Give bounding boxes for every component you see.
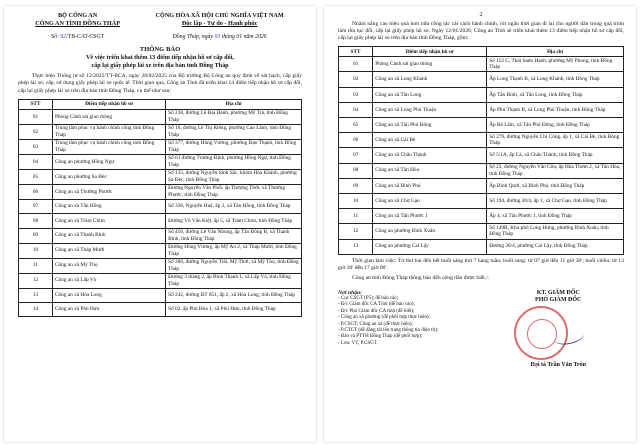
row-stt: 09 (339, 178, 373, 193)
row-location: Công an xã Phú Hựu (52, 302, 165, 316)
row-address: Số 10, đường Lê Thị Riêng, phường Cao Lãnh, tỉnh Đồng Tháp (166, 124, 302, 139)
document-page-2 (324, 6, 636, 442)
row-stt: 12 (19, 273, 53, 288)
table-row (339, 87, 624, 102)
table-row (339, 102, 624, 117)
col-header-location: Điểm tiếp nhận hồ sơ (52, 99, 165, 109)
signer-name: Đại tá Trần Văn Tròn (530, 362, 586, 368)
subject-line-1: Về việc triển khai thêm 13 điểm tiếp nhận hồ sơ cấp đổi, (86, 54, 234, 61)
row-stt: 03 (19, 139, 53, 154)
row-address: Số 02, ấp Phú Hòa 1, xã Phú Hựu, tỉnh Đồng Tháp (166, 302, 302, 316)
subject-line-2: cấp lại giấy phép lái xe trên địa bàn tỉnh Đồng Tháp (91, 61, 229, 69)
row-address: Số 279, đường Nguyễn Chí Công, ấp 1, xã Cái Bè, tỉnh Đồng Tháp (487, 133, 624, 148)
row-address: Đường 30/4, phường Cai Lậy, tỉnh Đồng Tháp (487, 239, 624, 254)
table-row (339, 57, 624, 72)
docno-suffix: /TB-CAT-CSGT (66, 34, 105, 40)
row-location: Công an xã Lấp Vò (52, 273, 165, 288)
document-number (18, 34, 137, 40)
row-stt: 04 (339, 102, 373, 117)
row-address: Số 194, đường 30/4, ấp 1, xã Chợ Gạo, tỉnh Đồng Tháp (487, 193, 624, 208)
row-address: Đường Hùng Vương, ấp Mỹ An 2, xã Tháp Mười, tỉnh Đồng Tháp (166, 243, 302, 258)
document-footer (338, 290, 624, 370)
row-location: Phòng Cảnh sát giao thông (52, 109, 165, 124)
recipient-item: - Đ/c Phó Giám đốc CA tỉnh (để biết); (338, 308, 415, 314)
table-row (19, 288, 302, 302)
row-location: Công an phường Cai Lậy (373, 239, 487, 254)
row-address: Ấp Long Thạnh B, xã Long Khánh, tỉnh Đồng Tháp (487, 72, 624, 87)
row-address: Đường Võ Văn Kiệt, ấp 5, xã Tràm Chim, tỉnh Đồng Tháp (166, 214, 302, 228)
row-stt: 08 (339, 163, 373, 178)
row-location: Công an xã Tân Long (373, 87, 487, 102)
row-location: Công an xã Hòa Long (52, 288, 165, 302)
row-address: Số 135, đường Nguyễn Sinh Sắc, khóm Hòa Khánh, phường Sa Đéc, tỉnh Đồng Tháp (166, 169, 302, 184)
row-stt: 02 (339, 72, 373, 87)
col-header-location: Điểm tiếp nhận hồ sơ (373, 47, 487, 57)
row-address: Ấp Tân Bình, xã Tân Long, tỉnh Đồng Tháp (487, 87, 624, 102)
table-row (339, 193, 624, 208)
table-row (339, 148, 624, 163)
table-row (19, 273, 302, 288)
recipient-item: - P.CSGT; Công an xã (để thực hiện); (338, 321, 413, 327)
table-row (339, 209, 624, 224)
row-location: Công an xã Tràm Chim (52, 214, 165, 228)
row-location: Trung tâm phục vụ hành chính công tỉnh Đồng Tháp (52, 124, 165, 139)
table-row (19, 228, 302, 243)
intro-paragraph-2: Nhằm nâng cao hiệu quả hơn nữa công tác cải cách hành chính, rút ngắn thời gian đi lại cho người dân trong quá trình làm thủ tục đổi, cấp lại giấy phép lái xe. Ngày 12/01/2026, Công an Tỉnh sẽ triển khai thêm 13 điểm tiếp nhận hồ sơ cấp đổi, cấp lại giấy phép lái xe trên địa bàn tỉnh Đồng Tháp, gồm: (338, 21, 624, 42)
row-location: Công an xã Bình Phú (373, 178, 487, 193)
row-stt: 04 (19, 154, 53, 169)
row-stt: 10 (19, 243, 53, 258)
row-address: Số 149B, Khu phố Long Hưng, phường Bình Xuân, tỉnh Đồng Tháp (487, 224, 624, 239)
existing-locations-table (18, 99, 302, 318)
row-stt: 06 (339, 133, 373, 148)
row-location: Công an phường Bình Xuân (373, 224, 487, 239)
place-suffix: tháng 01 năm 2026 (221, 34, 267, 40)
row-address: Số 238, đường Lê Đại Hành, phường Mỹ Trà, tỉnh Đồng Tháp (166, 109, 302, 124)
table-row (19, 124, 302, 139)
row-location: Công an xã Long Phú Thuận (373, 102, 487, 117)
agency-top: BỘ CÔNG AN (58, 12, 98, 19)
row-location: Công an xã Tân Hòa (373, 163, 487, 178)
row-location: Công an xã Thường Phước (52, 184, 165, 199)
table-row (19, 243, 302, 258)
table-header-row (339, 47, 624, 57)
row-stt: 13 (19, 288, 53, 302)
row-stt: 03 (339, 87, 373, 102)
place-day: 03 (214, 34, 221, 40)
row-location: Công an xã Thanh Bình (52, 228, 165, 243)
table-row (19, 169, 302, 184)
place-date (137, 34, 302, 40)
row-stt: 09 (19, 228, 53, 243)
row-location: Công an xã Tháp Mười (52, 243, 165, 258)
table-row (339, 163, 624, 178)
row-location: Công an xã Mỹ Thọ (52, 258, 165, 273)
docno-prefix: Số: (51, 34, 59, 40)
row-stt: 13 (339, 239, 373, 254)
table-row (19, 109, 302, 124)
col-header-stt: STT (339, 47, 373, 57)
col-header-stt: STT (19, 99, 53, 109)
row-address: Đường 3 tháng 2, ấp Bình Thạnh 1, xã Lấp Vò, tỉnh Đồng Tháp (166, 273, 302, 288)
row-location: Công an xã Tân Phú Đông (373, 118, 487, 133)
row-stt: 11 (339, 209, 373, 224)
table-row (19, 139, 302, 154)
document-title: THÔNG BÁO (139, 46, 181, 53)
national-header (137, 12, 302, 40)
recipients-title: Nơi nhận: (338, 290, 362, 296)
row-address: Số 5/1A, ấp Cá, xã Châu Thành, tỉnh Đồng Tháp (487, 148, 624, 163)
recipients-block (338, 290, 487, 370)
row-address: Số 377, đường Hùng Vương, phường Đạo Thạnh, tỉnh Đồng Tháp (166, 139, 302, 154)
row-address: Số 456, đường Lê Văn Nhung, ấp Tân Đông B, xã Thanh Bình, tỉnh Đồng Tháp (166, 228, 302, 243)
recipient-item: - Cục CSGT (P5); để báo cáo; (338, 296, 399, 301)
row-address: Số 152 C, Thái Sanh Hạnh, phường Mỹ Phong, tỉnh Đồng Tháp (487, 57, 624, 72)
recipient-item: - Báo và PTTH Đồng Tháp (để phối hợp); (338, 334, 423, 340)
row-address: Số 336, Nguyễn Huệ, ấp 3, xã Tân Hồng, tỉnh Đồng Tháp (166, 199, 302, 213)
row-stt: 11 (19, 258, 53, 273)
table-row (19, 258, 302, 273)
row-stt: 05 (339, 118, 373, 133)
table-row (19, 199, 302, 213)
recipients-list (338, 296, 487, 347)
table-row (339, 239, 624, 254)
row-address: Số 61 đường Trương Định, phường Hồng Ngự, tỉnh Đồng Tháp (166, 154, 302, 169)
closing-statement: Công an tỉnh Đồng Tháp thông báo đến công dân được biết./. (352, 274, 490, 281)
row-stt: 02 (19, 124, 53, 139)
row-location: Công an xã Long Khánh (373, 72, 487, 87)
row-location: Công an xã Chợ Gạo (373, 193, 487, 208)
table-row (339, 133, 624, 148)
row-address: Đường Nguyễn Văn Phối, ấp Thượng Thới, xã Thường Phước, tỉnh Đồng Tháp (166, 184, 302, 199)
row-location: Trung tâm phục vụ hành chính công tỉnh Đồng Tháp (52, 139, 165, 154)
row-stt: 06 (19, 184, 53, 199)
row-stt: 01 (19, 109, 53, 124)
table-row (339, 118, 624, 133)
table-row (339, 178, 624, 193)
page-number: 2 (479, 12, 483, 18)
row-location: Công an phường Hồng Ngự (52, 154, 165, 169)
working-hours: Thời gian làm việc: Từ thứ hai đến hết buổi sáng thứ 7 hàng tuần; buổi sáng: từ 07 giờ đến 11 giờ 30'; buổi chiều: từ 13 giờ 30' đến 17 giờ 00'. (338, 257, 624, 271)
row-address: Ấp 4, xã Tân Phước 1, tỉnh Đồng Tháp (487, 209, 624, 224)
row-stt: 08 (19, 214, 53, 228)
new-locations-table (338, 46, 624, 254)
row-location: Công an xã Cái Bè (373, 133, 487, 148)
recipient-item: - Công an xã phường (để phối hợp thực hiện); (338, 315, 430, 321)
row-location: Công an phường Sa Đéc (52, 169, 165, 184)
table-header-row (19, 99, 302, 109)
table-row (339, 224, 624, 239)
row-address: Ấp Phú Thạnh B, xã Long Phú Thuận, tỉnh Đồng Tháp (487, 102, 624, 117)
signature-prefix: KT. GIÁM ĐỐC (536, 290, 580, 296)
row-stt: 07 (19, 199, 53, 213)
place-prefix: Đồng Tháp, ngày (172, 34, 214, 40)
docno-value: 92 (60, 34, 67, 40)
recipient-item: - P.CTCT (để đăng tải lên trang thông tin điện tử); (338, 328, 439, 334)
row-address: Số 286, đường Nguyễn Trãi, Mỹ Thới, xã Mỹ Thọ, tỉnh Đồng Tháp (166, 258, 302, 273)
nation-name: CỘNG HÒA XÃ HỘI CHỦ NGHĨA VIỆT NAM (155, 12, 284, 19)
row-stt: 10 (339, 193, 373, 208)
row-stt: 14 (19, 302, 53, 316)
table-row (19, 214, 302, 228)
signature-title: PHÓ GIÁM ĐỐC (535, 297, 582, 304)
col-header-address: Địa chỉ (487, 47, 624, 57)
issuing-agency (18, 12, 137, 40)
row-address: Số 242, đường ĐT 851, ấp 2, xã Hòa Long, tỉnh Đồng Tháp (166, 288, 302, 302)
row-stt: 12 (339, 224, 373, 239)
table-row (19, 154, 302, 169)
row-address: Ấp Bình Quới, xã Bình Phú, tỉnh Đồng Tháp (487, 178, 624, 193)
national-motto: Độc lập - Tự do - Hạnh phúc (181, 20, 258, 27)
row-location: Công an xã Tân Phước 1 (373, 209, 487, 224)
table-row (339, 72, 624, 87)
recipient-item: - Lưu: VT, P.CSGT. (338, 340, 378, 346)
document-page-1 (4, 6, 316, 442)
signature-block (492, 290, 624, 370)
row-location: Công an xã Tân Hồng (52, 199, 165, 213)
row-address: Ấp Bà Lắm, xã Tân Phú Đông, tỉnh Đồng Tháp (487, 118, 624, 133)
agency-sub: CÔNG AN TỈNH ĐỒNG THÁP (35, 20, 120, 27)
table-row (19, 302, 302, 316)
row-location: Công an xã Châu Thành (373, 148, 487, 163)
row-address: Số 23, đường Nguyễn Văn Côn, ấp Hòa Thơm 2, xã Tân Hòa, tỉnh Đồng Tháp (487, 163, 624, 178)
row-stt: 05 (19, 169, 53, 184)
row-stt: 01 (339, 57, 373, 72)
col-header-address: Địa chỉ (166, 99, 302, 109)
intro-paragraph: Thực hiện Thông tư số 12/2025/TT-BCA, ngày 28/02/2025 của Bộ trưởng Bộ Công an quy định về sát hạch, cấp giấy phép lái xe; cấp, sử dụng giấy phép lái xe quốc tế. Thời gian qua, Công an Tỉnh đã triển khai 14 điểm tiếp nhận hồ sơ cấp đổi, cấp lại giấy phép lái xe trên địa bàn tỉnh Đồng Tháp, cụ thể như sau: (18, 73, 302, 94)
row-location: Phòng Cảnh sát giao thông (373, 57, 487, 72)
table-row (19, 184, 302, 199)
row-stt: 07 (339, 148, 373, 163)
recipient-item: - Đ/c Giám đốc CA Tỉnh (để báo cáo); (338, 302, 415, 308)
document-header (18, 12, 302, 40)
